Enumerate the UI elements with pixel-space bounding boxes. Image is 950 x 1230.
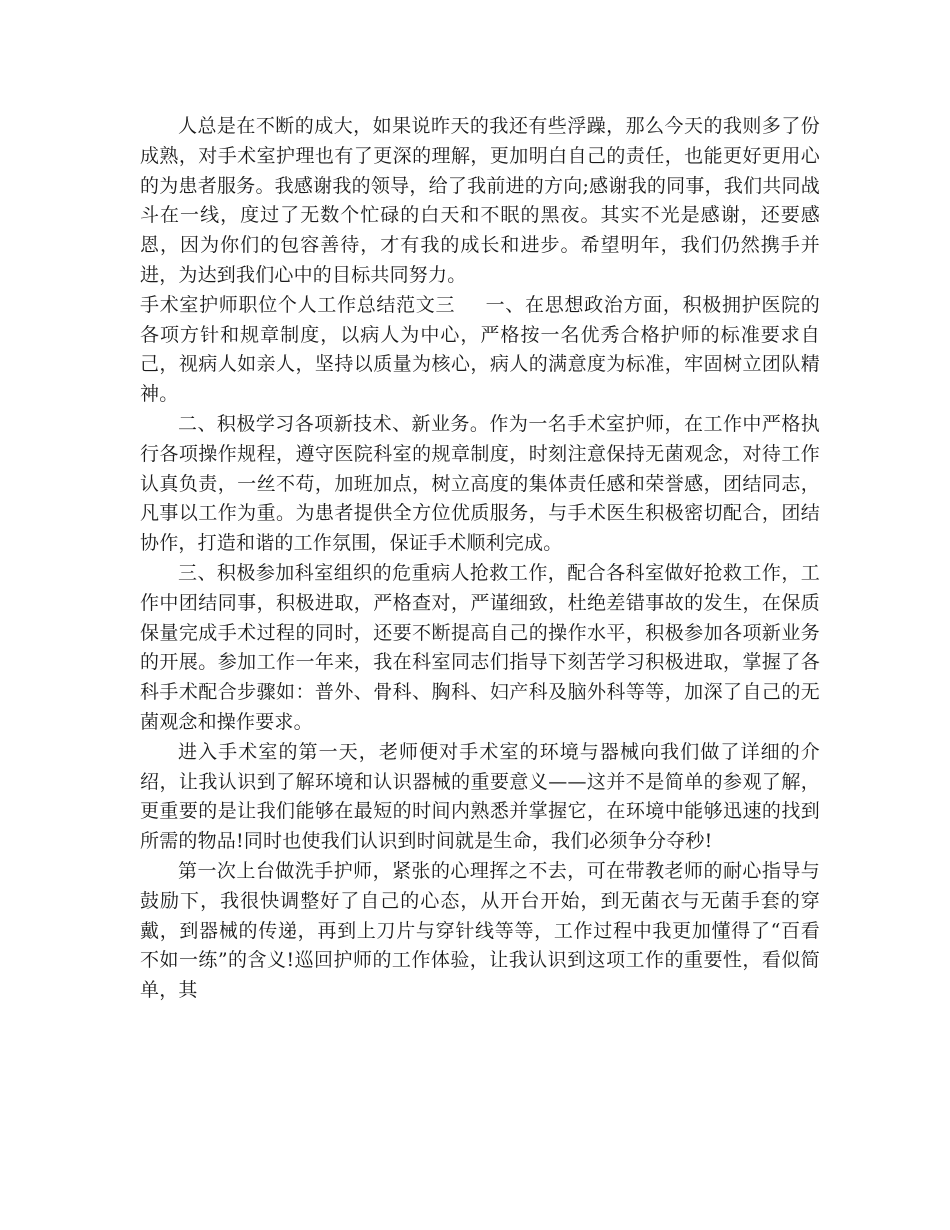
paragraph-text: 第一次上台做洗手护师，紧张的心理挥之不去，可在带教老师的耐心指导与鼓励下，我很快调整好了自己的心态，从开台开始，到无菌衣与无菌手套的穿戴，到器械的传递，再到上刀片与穿针线等等，工作过程中我更加懂得了“百看不如一练”的含义!巡回护师的工作体验，让我认识到这项工作的重要性，看似简单，其 [140,859,820,1002]
paragraph-text: 三、积极参加科室组织的危重病人抢救工作，配合各科室做好抢救工作，工作中团结同事，积极进取，严格查对，严谨细致，杜绝差错事故的发生，在保质保量完成手术过程的同时，还要不断提高自己的操作水平，积极参加各项新业务的开展。参加工作一年来，我在科室同志们指导下刻苦学习积极进取，掌握了各科手术配合步骤如：普外、骨科、胸科、妇产科及脑外科等等，加深了自己的无菌观念和操作要求。 [140,561,820,733]
paragraph-text: 二、积极学习各项新技术、新业务。作为一名手术室护师，在工作中严格执行各项操作规程，遵守医院科室的规章制度，时刻注意保持无菌观念，对待工作认真负责，一丝不苟，加班加点，树立高度的集体责任感和荣誉感，团结同志，凡事以工作为重。为患者提供全方位优质服务，与手术医生积极密切配合，团结协作，打造和谐的工作氛围，保证手术顺利完成。 [140,412,820,555]
paragraph-first-surgery [140,857,820,1006]
paragraph-growth-thanks [140,112,820,291]
section-title: 手术室护师职位个人工作总结范文三 [140,293,456,316]
paragraph-text: 人总是在不断的成大，如果说昨天的我还有些浮躁，那么今天的我则多了份成熟，对手术室护理也有了更深的理解，更加明白自己的责任，也能更好更用心的为患者服务。我感谢我的领导，给了我前进的方向;感谢我的同事，我们共同战斗在一线，度过了无数个忙碌的白天和不眠的黑夜。其实不光是感谢，还要感恩，因为你们的包容善待，才有我的成长和进步。希望明年，我们仍然携手并进，为达到我们心中的目标共同努力。 [140,115,820,286]
paragraph-rescue-work [140,559,820,738]
paragraph-text: 一、在思想政治方面，积极拥护医院的各项方针和规章制度，以病人为中心，严格按一名优秀合格护师的标准要求自己，视病人如亲人，坚持以质量为核心，病人的满意度为标准，牢固树立团队精神。 [140,293,820,406]
paragraph-text: 进入手术室的第一天，老师便对手术室的环境与器械向我们做了详细的介绍，让我认识到了解环境和认识器械的重要意义——这并不是简单的参观了解，更重要的是让我们能够在最短的时间内熟悉并掌握它，在环境中能够迅速的找到所需的物品!同时也使我们认识到时间就是生命，我们必须争分夺秒! [140,740,820,853]
paragraph-first-day [140,738,820,857]
document-body [140,112,820,1006]
paragraph-political-thought [140,291,820,410]
paragraph-new-techniques [140,410,820,559]
